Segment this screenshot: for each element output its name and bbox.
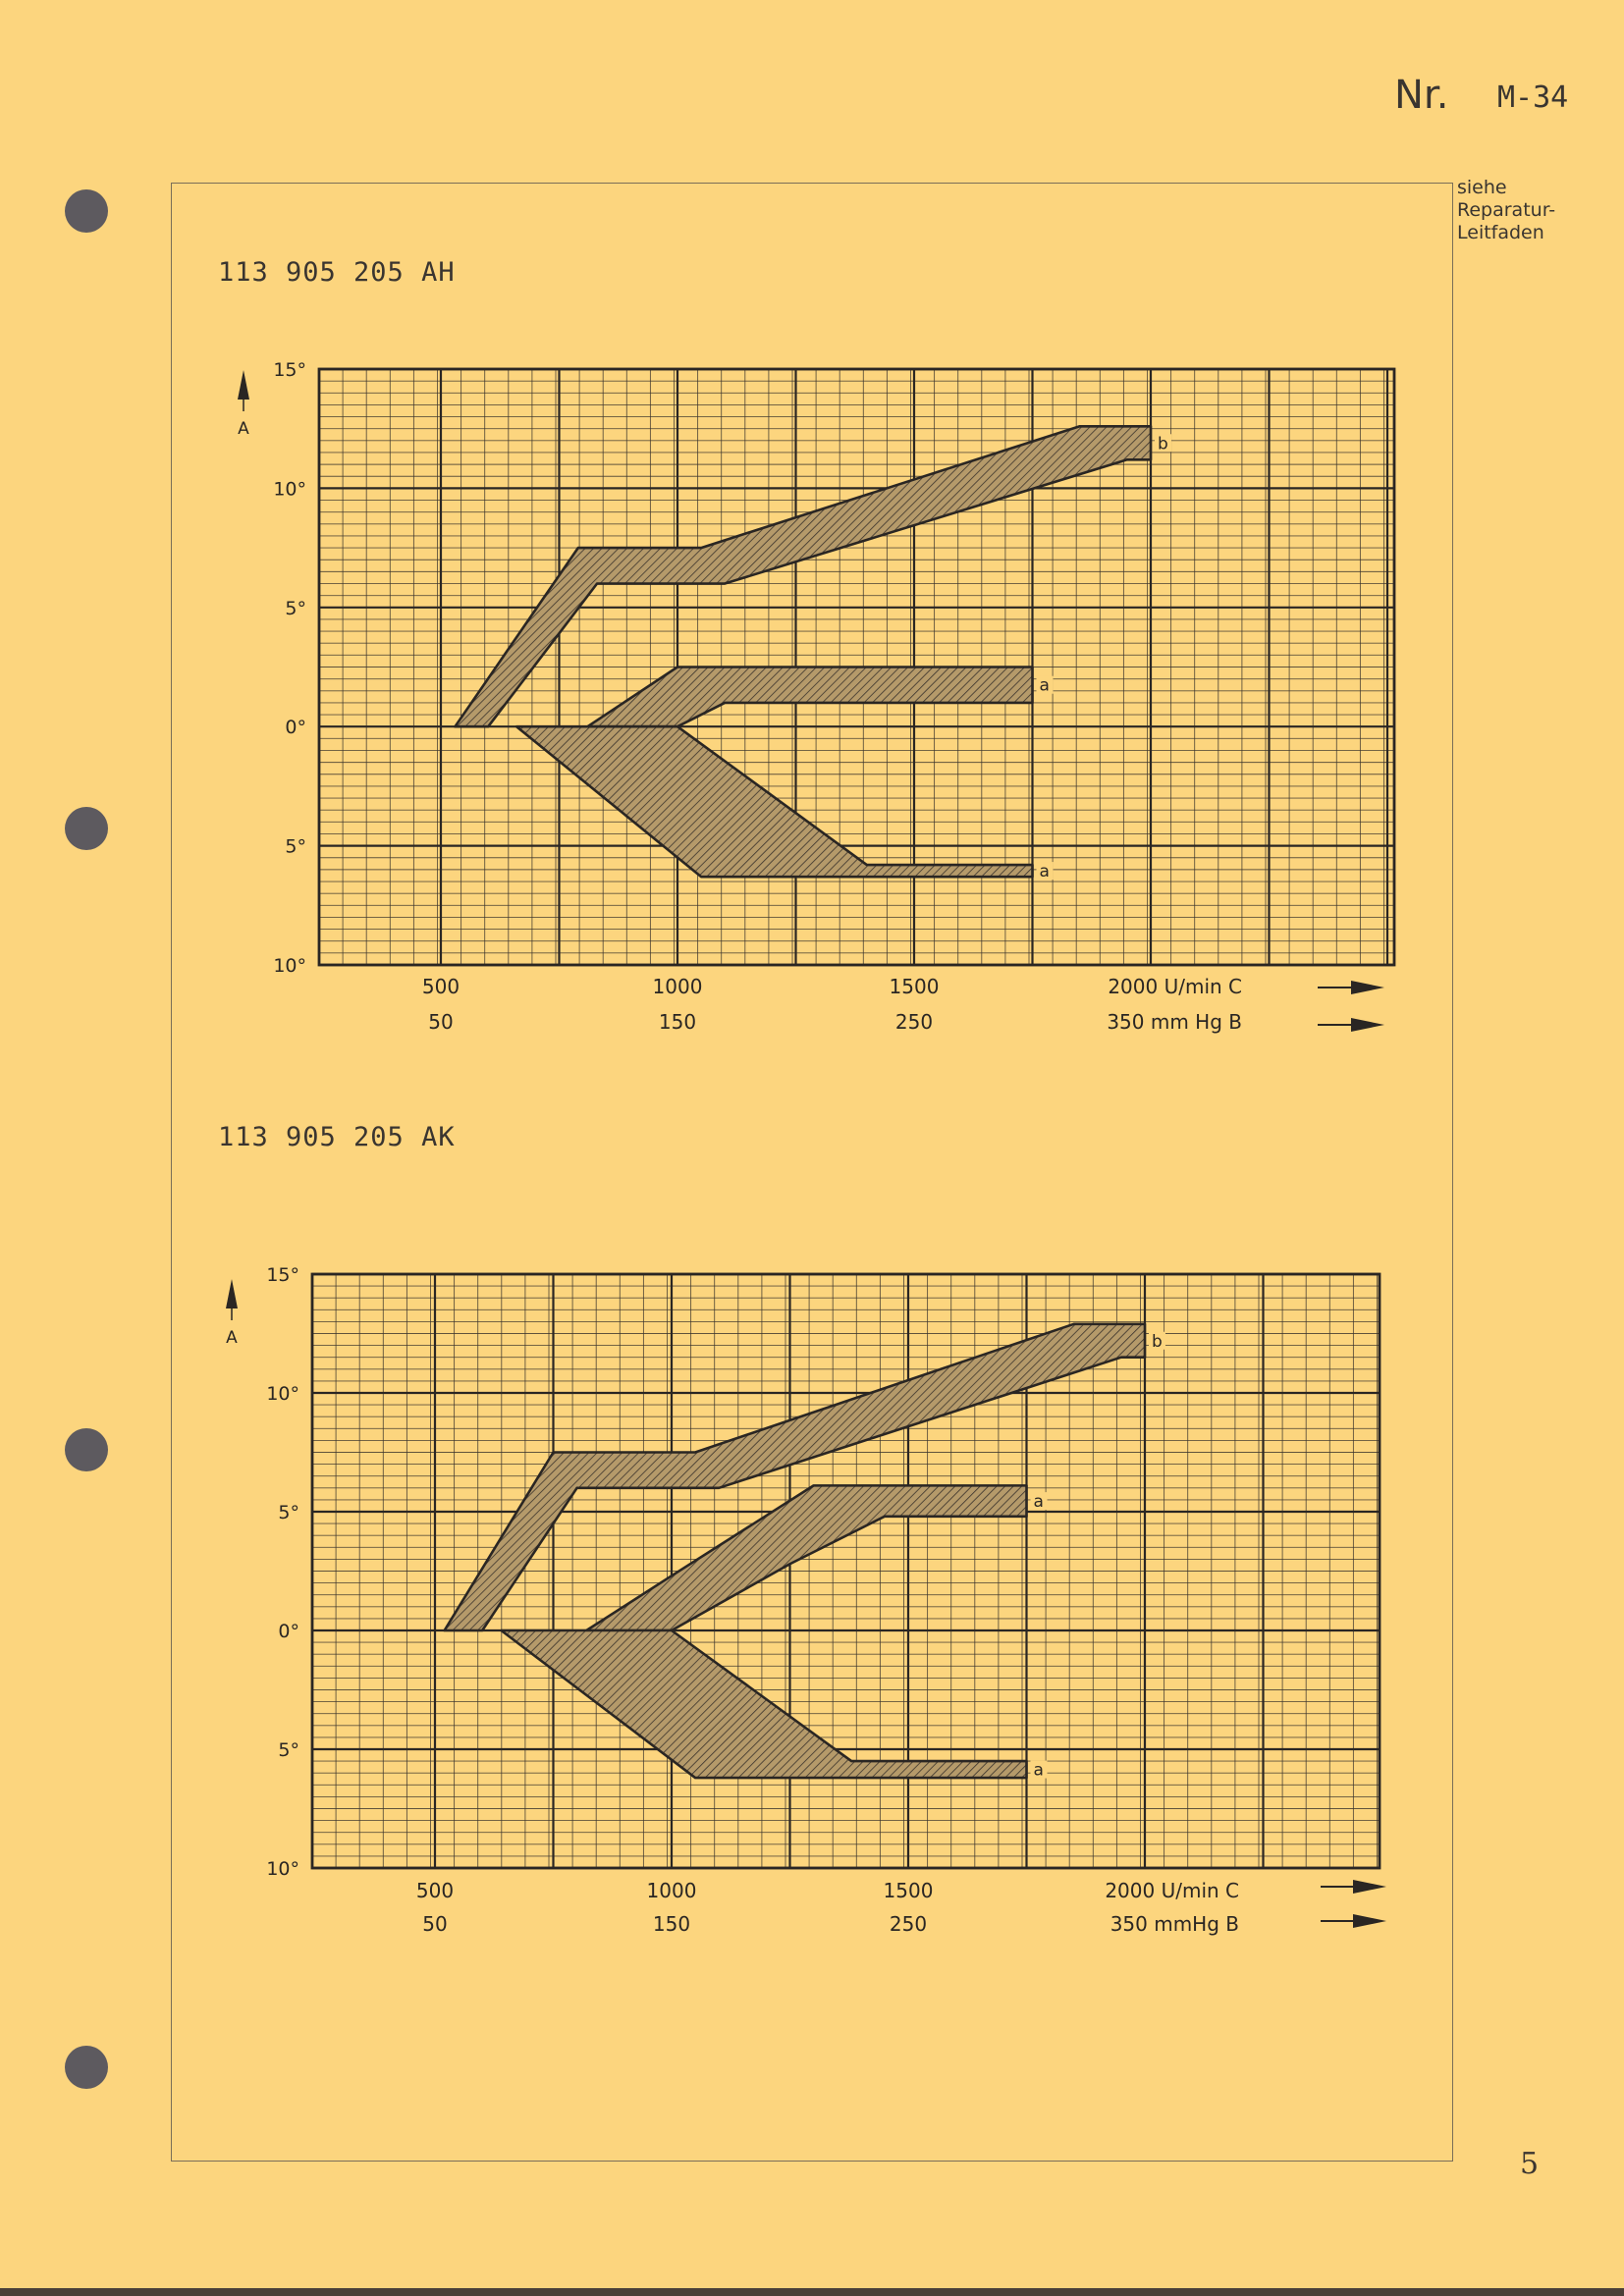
x-tick-label-rpm: 1000 — [646, 1879, 697, 1902]
x-axis-rpm-label: 2000 U/min C — [1108, 975, 1242, 998]
x-tick-label-vacuum: 150 — [658, 1010, 697, 1034]
side-note-line: siehe — [1457, 177, 1507, 198]
band-label: a — [1033, 1760, 1044, 1781]
advance-band-a — [501, 1630, 1026, 1778]
y-axis-arrow — [226, 1279, 238, 1308]
band-label: b — [1158, 434, 1168, 454]
y-tick-label: 5° — [285, 835, 306, 858]
y-axis-label: A — [226, 1328, 238, 1348]
band-label: b — [1152, 1331, 1163, 1352]
band-label: a — [1039, 675, 1050, 696]
chart-title-ak: 113 905 205 AK — [218, 1122, 456, 1152]
x-tick-label-rpm: 1000 — [652, 975, 703, 998]
chart-title-ah: 113 905 205 AH — [218, 257, 456, 288]
x-axis-rpm-label: 2000 U/min C — [1105, 1879, 1239, 1902]
x-axis-vacuum-arrowhead — [1353, 1914, 1386, 1928]
x-tick-label-rpm: 500 — [421, 975, 460, 998]
y-tick-label: 10° — [273, 955, 306, 977]
x-tick-label-rpm: 500 — [415, 1879, 455, 1902]
y-tick-label: 15° — [266, 1264, 299, 1286]
side-note-line: Leitfaden — [1457, 222, 1544, 243]
advance-band-b — [445, 1324, 1145, 1630]
band-label: a — [1033, 1492, 1044, 1513]
y-tick-label: 5° — [285, 597, 306, 619]
x-axis-rpm-arrowhead — [1353, 1880, 1386, 1894]
number-label: Nr. — [1394, 73, 1449, 118]
document-code: M-34 — [1497, 80, 1569, 115]
y-axis-label: A — [238, 419, 249, 439]
x-tick-label-vacuum: 50 — [422, 1912, 448, 1936]
scan-edge — [0, 2288, 1624, 2296]
x-tick-label-rpm: 1500 — [889, 975, 940, 998]
page-number: 5 — [1520, 2147, 1540, 2181]
advance-band-a — [586, 1485, 1026, 1630]
y-tick-label: 15° — [273, 359, 306, 381]
band-label: a — [1039, 862, 1050, 882]
y-tick-label: 5° — [278, 1739, 299, 1761]
x-tick-label-vacuum: 150 — [652, 1912, 691, 1936]
x-axis-vacuum-label: 350 mmHg B — [1110, 1912, 1239, 1936]
y-tick-label: 10° — [266, 1383, 299, 1405]
side-note-line: Reparatur- — [1457, 199, 1556, 221]
y-tick-label: 5° — [278, 1502, 299, 1523]
x-tick-label-vacuum: 250 — [894, 1010, 934, 1034]
x-tick-label-rpm: 1500 — [883, 1879, 934, 1902]
x-tick-label-vacuum: 50 — [428, 1010, 454, 1034]
x-axis-vacuum-label: 350 mm Hg B — [1107, 1010, 1242, 1034]
y-tick-label: 10° — [266, 1858, 299, 1880]
y-tick-label: 0° — [285, 717, 306, 739]
x-tick-label-vacuum: 250 — [889, 1912, 928, 1936]
y-tick-label: 10° — [273, 478, 306, 501]
y-tick-label: 0° — [278, 1621, 299, 1642]
